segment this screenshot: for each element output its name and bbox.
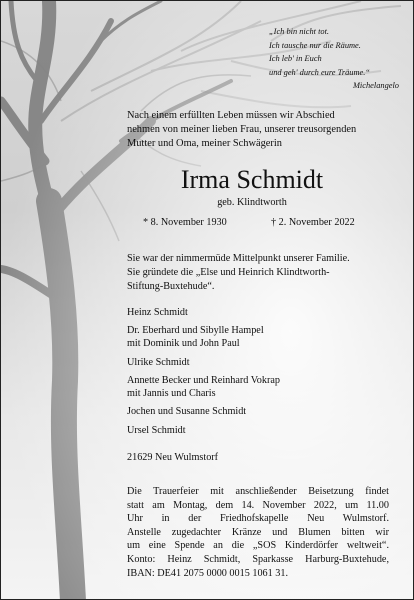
quote-line: „Ich bin nicht tot. [269,27,330,36]
funeral-notice [127,485,389,580]
quote-line: Ich tausche nur die Räume. [269,40,361,50]
mourner-entry [127,325,397,351]
mourner-entry [127,406,397,419]
intro-text [127,109,397,150]
mourner-name: Dr. Eberhard und Sibylle Hampel [127,325,264,337]
mourner-name: Jochen und Susanne Schmidt [127,406,247,418]
death-date: † 2. November 2022 [271,217,355,228]
life-dates [143,217,383,228]
intro-line: nehmen von meiner lieben Frau, unserer treusorgenden [127,123,357,135]
mourner-entry [127,425,397,438]
mourner-entry [127,357,397,370]
birth-name: geb. Klindtworth [217,197,287,208]
notice-line: Uhr in der Friedhofskapelle Neu Wulmstorf. [127,513,389,525]
quote-line: Ich leb' in Euch [269,54,322,64]
mourner-entry [127,307,397,320]
notice-line: Anstelle zugedachter Kränze und Blumen bitten wir [127,526,389,538]
deceased-name: Irma Schmidt [180,165,324,194]
notice-line: IBAN: DE41 2075 0000 0015 1061 31. [127,567,289,579]
mourner-family: mit Jannis und Charis [127,387,216,399]
mourners-list [127,307,397,443]
quote-author: Michelangelo [352,81,399,91]
tribute-line: Sie war der nimmermüde Mittelpunkt unserer Familie. [127,253,350,264]
mourner-name: Annette Becker und Reinhard Vokrap [127,374,280,386]
mourner-name: Ulrike Schmidt [127,356,190,368]
birth-date: * 8. November 1930 [143,217,227,228]
mourner-name: Heinz Schmidt [127,307,188,318]
notice-line: um eine Spende an die „SOS Kinderdörfer weltweit“. [127,540,389,552]
mourner-name: Ursel Schmidt [127,424,186,436]
tribute-line: Sie gründete die „Else und Heinrich Klindtworth- [127,266,330,278]
mourner-entry [127,375,397,401]
quote [269,25,399,93]
intro-line: Mutter und Oma, meiner Schwägerin [127,137,282,149]
quote-line: und geh' durch eure Träume.“ [269,67,370,77]
mourner-family: mit Dominik und John Paul [127,338,240,350]
tribute-line: Stiftung-Buxtehude“. [127,280,215,292]
notice-line: Die Trauerfeier mit anschließender Beisetzung findet [127,486,389,497]
notice-line: statt am Montag, dem 14. November 2022, um 11.00 [127,499,389,511]
intro-line: Nach einem erfüllten Leben müssen wir Abschied [127,110,335,121]
tribute-text [127,252,397,293]
notice-line: Konto: Heinz Schmidt, Sparkasse Harburg-Buxtehude, [127,553,389,565]
city: 21629 Neu Wulmstorf [127,452,219,463]
